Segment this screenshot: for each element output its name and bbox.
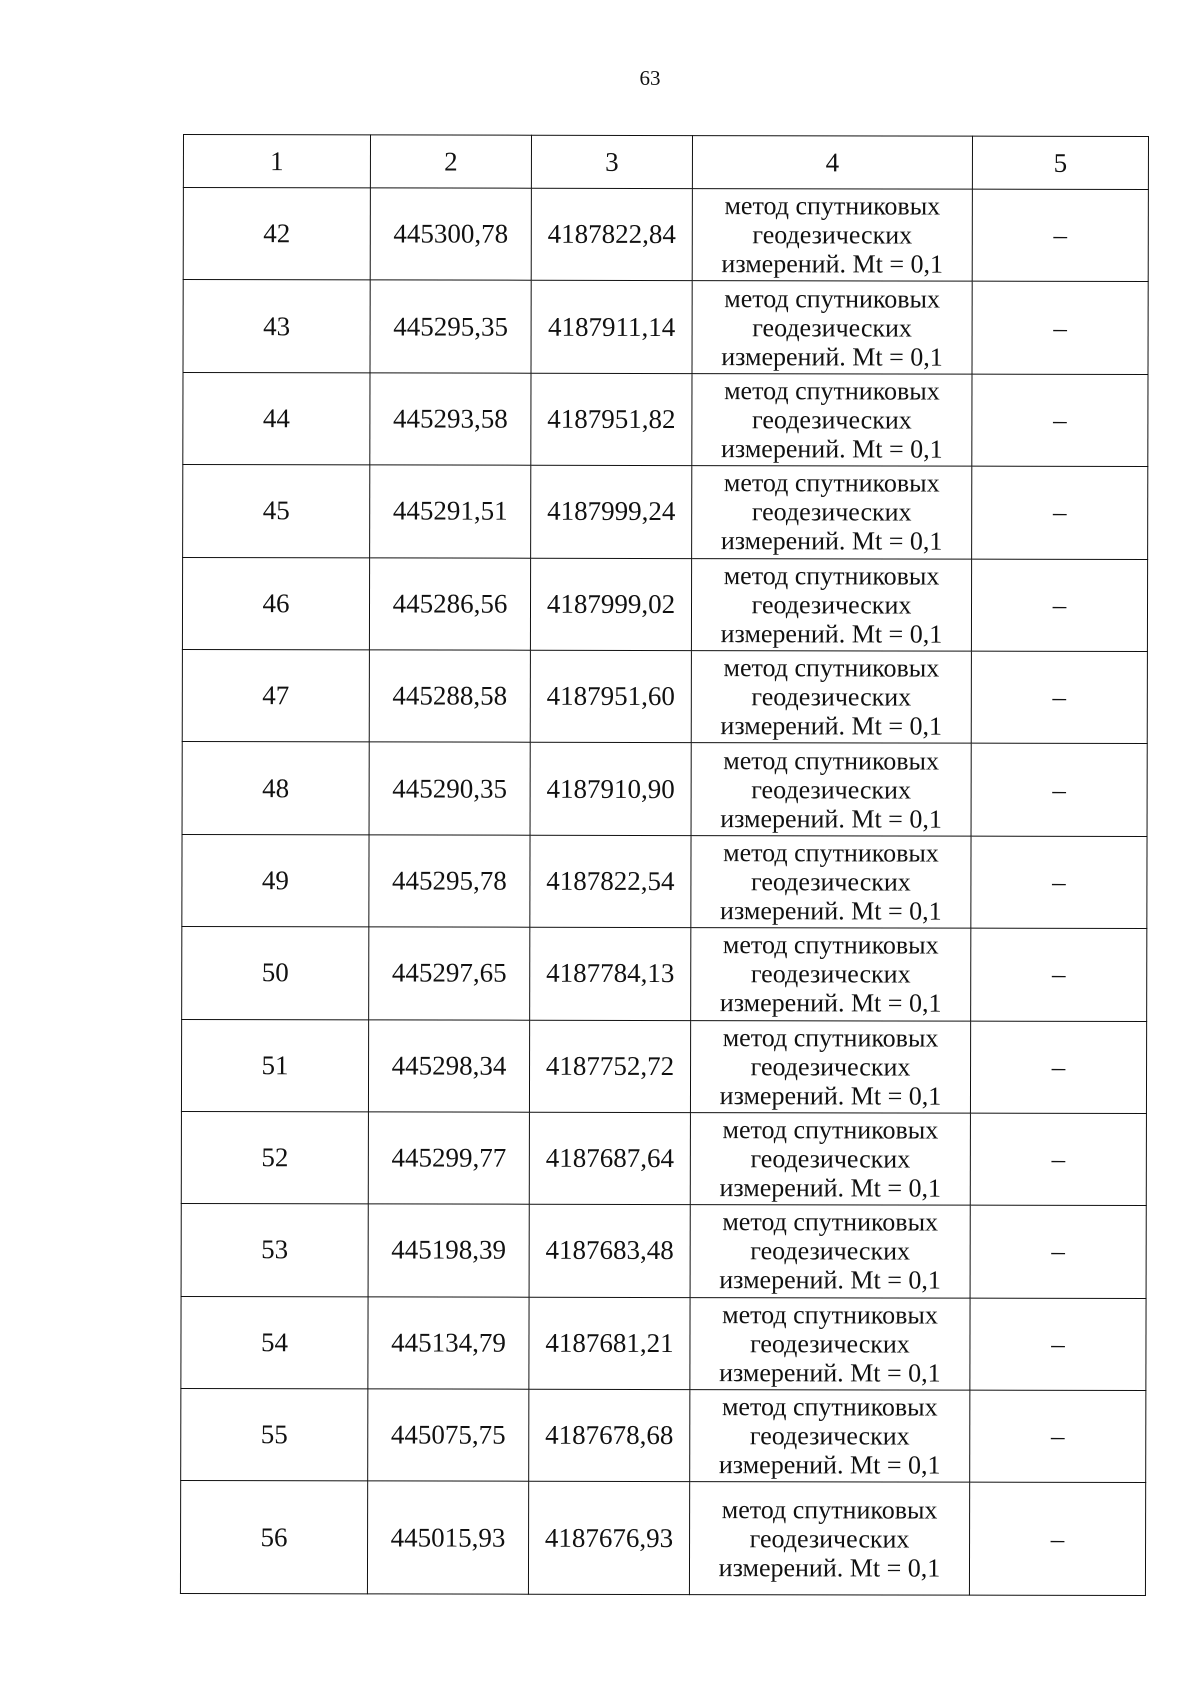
method-line: геодезических: [750, 1236, 911, 1267]
note-cell: –: [972, 466, 1148, 559]
x-coordinate-cell: 445298,34: [368, 1019, 529, 1112]
x-coordinate-cell: 445288,58: [369, 650, 530, 743]
y-coordinate-cell: 4187999,24: [531, 465, 692, 558]
note-cell: –: [972, 374, 1148, 467]
note-cell: –: [972, 189, 1148, 282]
y-coordinate-cell: 4187784,13: [530, 927, 691, 1020]
table-row: [182, 557, 1147, 651]
point-number-cell: 48: [182, 742, 369, 835]
x-coordinate-cell: 445291,51: [370, 465, 531, 558]
method-line: метод спутниковых: [722, 1115, 939, 1145]
note-cell: –: [971, 928, 1147, 1021]
note-cell: –: [970, 1205, 1146, 1298]
method-line: измерений. Mt = 0,1: [721, 249, 944, 279]
y-coordinate-cell: 4187822,54: [530, 835, 691, 928]
y-coordinate-cell: 4187678,68: [529, 1389, 690, 1482]
point-number-cell: 51: [181, 1019, 368, 1112]
method-line: геодезических: [750, 959, 911, 989]
x-coordinate-cell: 445295,78: [369, 835, 530, 928]
method-line: измерений. Mt = 0,1: [720, 434, 943, 464]
x-coordinate-cell: 445297,65: [369, 927, 530, 1020]
method-line: метод спутниковых: [724, 283, 941, 314]
table-body: [180, 188, 1148, 1596]
method-cell: [690, 1020, 970, 1113]
method-cell: [690, 1112, 970, 1205]
method-line: геодезических: [749, 1524, 910, 1554]
method-line: измерений. Mt = 0,1: [720, 618, 943, 649]
x-coordinate-cell: 445299,77: [368, 1112, 529, 1205]
method-line: геодезических: [749, 1421, 910, 1451]
method-line: геодезических: [751, 497, 912, 527]
method-line: геодезических: [752, 220, 913, 250]
method-cell: [690, 1390, 970, 1483]
point-number-cell: 52: [181, 1111, 368, 1204]
note-cell: –: [970, 1298, 1146, 1391]
method-line: геодезических: [751, 589, 912, 620]
method-line: измерений. Mt = 0,1: [720, 896, 942, 926]
table-row: [181, 1389, 1146, 1483]
note-cell: –: [972, 282, 1148, 375]
x-coordinate-cell: 445286,56: [369, 557, 530, 650]
y-coordinate-cell: 4187676,93: [528, 1482, 689, 1595]
x-coordinate-cell: 445075,75: [368, 1389, 529, 1482]
y-coordinate-cell: 4187911,14: [531, 281, 692, 374]
note-cell: –: [971, 651, 1147, 744]
method-cell: [690, 1205, 970, 1298]
method-cell: [692, 373, 972, 466]
method-line: метод спутниковых: [723, 838, 939, 868]
method-line: измерений. Mt = 0,1: [719, 1265, 941, 1296]
point-number-cell: 50: [182, 927, 369, 1020]
note-cell: –: [971, 836, 1147, 929]
point-number-cell: 45: [183, 465, 370, 558]
x-coordinate-cell: 445293,58: [370, 373, 531, 466]
method-line: метод спутниковых: [722, 1207, 939, 1238]
method-line: метод спутниковых: [721, 1495, 938, 1525]
y-coordinate-cell: 4187752,72: [529, 1020, 690, 1113]
method-cell: [689, 1482, 969, 1596]
table-row: [182, 649, 1147, 743]
note-cell: –: [970, 1113, 1146, 1206]
table-row: [181, 1111, 1146, 1205]
method-line: метод спутниковых: [721, 1392, 938, 1422]
y-coordinate-cell: 4187683,48: [529, 1205, 690, 1298]
note-cell: –: [970, 1390, 1146, 1483]
point-number-cell: 43: [183, 280, 370, 373]
method-line: геодезических: [752, 312, 912, 343]
method-line: метод спутниковых: [724, 376, 940, 406]
table-row: [180, 1481, 1145, 1596]
table-header-row: [183, 135, 1148, 190]
method-line: метод спутниковых: [722, 930, 939, 960]
table-row: [183, 465, 1148, 559]
table-row: [183, 280, 1148, 374]
point-number-cell: 47: [182, 649, 369, 742]
method-cell: [691, 928, 971, 1021]
point-number-cell: 56: [180, 1481, 367, 1594]
point-number-cell: 55: [181, 1389, 368, 1482]
note-cell: –: [971, 559, 1147, 652]
column-header-1: 1: [183, 135, 370, 188]
method-line: измерений. Mt = 0,1: [718, 1450, 941, 1480]
method-line: геодезических: [751, 682, 912, 712]
method-line: измерений. Mt = 0,1: [719, 1080, 942, 1111]
point-number-cell: 53: [181, 1204, 368, 1297]
method-line: метод спутниковых: [723, 468, 940, 498]
method-line: метод спутниковых: [724, 191, 941, 221]
method-line: измерений. Mt = 0,1: [720, 526, 943, 556]
note-cell: –: [971, 743, 1147, 836]
x-coordinate-cell: 445300,78: [370, 188, 531, 281]
method-line: измерений. Mt = 0,1: [719, 1358, 941, 1388]
method-cell: [691, 743, 971, 836]
x-coordinate-cell: 445290,35: [369, 742, 530, 835]
x-coordinate-cell: 445295,35: [370, 280, 531, 373]
y-coordinate-cell: 4187687,64: [529, 1112, 690, 1205]
method-line: геодезических: [750, 1329, 910, 1359]
note-cell: –: [970, 1021, 1146, 1114]
point-number-cell: 44: [183, 372, 370, 465]
point-number-cell: 42: [183, 188, 370, 281]
table-row: [181, 1019, 1146, 1113]
x-coordinate-cell: 445198,39: [368, 1204, 529, 1297]
page-number: [0, 66, 1200, 91]
table-row: [183, 372, 1148, 466]
y-coordinate-cell: 4187910,90: [530, 743, 691, 836]
method-cell: [691, 651, 971, 744]
method-cell: [691, 835, 971, 928]
table-row: [181, 1296, 1146, 1390]
point-number-cell: 49: [182, 834, 369, 927]
y-coordinate-cell: 4187999,02: [530, 558, 691, 651]
column-header-4: 4: [692, 136, 972, 190]
method-cell: [692, 281, 972, 374]
coordinates-table-container: [180, 134, 1148, 1596]
table-row: [182, 834, 1147, 928]
method-line: метод спутниковых: [723, 653, 940, 683]
y-coordinate-cell: 4187951,82: [531, 373, 692, 466]
table-row: [181, 1204, 1146, 1298]
method-line: геодезических: [750, 1144, 911, 1174]
method-line: метод спутниковых: [722, 1022, 939, 1053]
method-line: измерений. Mt = 0,1: [718, 1553, 941, 1583]
table-row: [183, 188, 1148, 282]
note-cell: –: [969, 1483, 1145, 1596]
method-line: измерений. Mt = 0,1: [719, 1173, 942, 1203]
column-header-3: 3: [531, 135, 692, 188]
method-line: измерений. Mt = 0,1: [719, 988, 942, 1018]
column-header-2: 2: [370, 135, 531, 188]
y-coordinate-cell: 4187681,21: [529, 1297, 690, 1390]
table-row: [182, 927, 1147, 1021]
method-cell: [692, 189, 972, 282]
method-line: метод спутниковых: [723, 560, 940, 591]
coordinates-table: [180, 134, 1149, 1596]
method-line: геодезических: [751, 774, 912, 805]
method-cell: [690, 1297, 970, 1390]
column-header-5: 5: [972, 136, 1148, 189]
method-line: измерений. Mt = 0,1: [721, 341, 943, 372]
method-line: измерений. Mt = 0,1: [720, 803, 942, 834]
method-line: метод спутниковых: [723, 745, 940, 776]
x-coordinate-cell: 445015,93: [367, 1481, 528, 1594]
method-line: метод спутниковых: [722, 1300, 938, 1330]
table-row: [182, 742, 1147, 836]
point-number-cell: 54: [181, 1296, 368, 1389]
method-line: геодезических: [750, 1051, 911, 1082]
method-cell: [692, 466, 972, 559]
method-line: геодезических: [751, 867, 911, 897]
y-coordinate-cell: 4187822,84: [531, 188, 692, 281]
x-coordinate-cell: 445134,79: [368, 1297, 529, 1390]
page-number-text: 63: [639, 66, 661, 90]
point-number-cell: 46: [182, 557, 369, 650]
method-line: измерений. Mt = 0,1: [720, 711, 943, 741]
method-cell: [691, 558, 971, 651]
method-line: геодезических: [751, 405, 912, 435]
y-coordinate-cell: 4187951,60: [530, 650, 691, 743]
